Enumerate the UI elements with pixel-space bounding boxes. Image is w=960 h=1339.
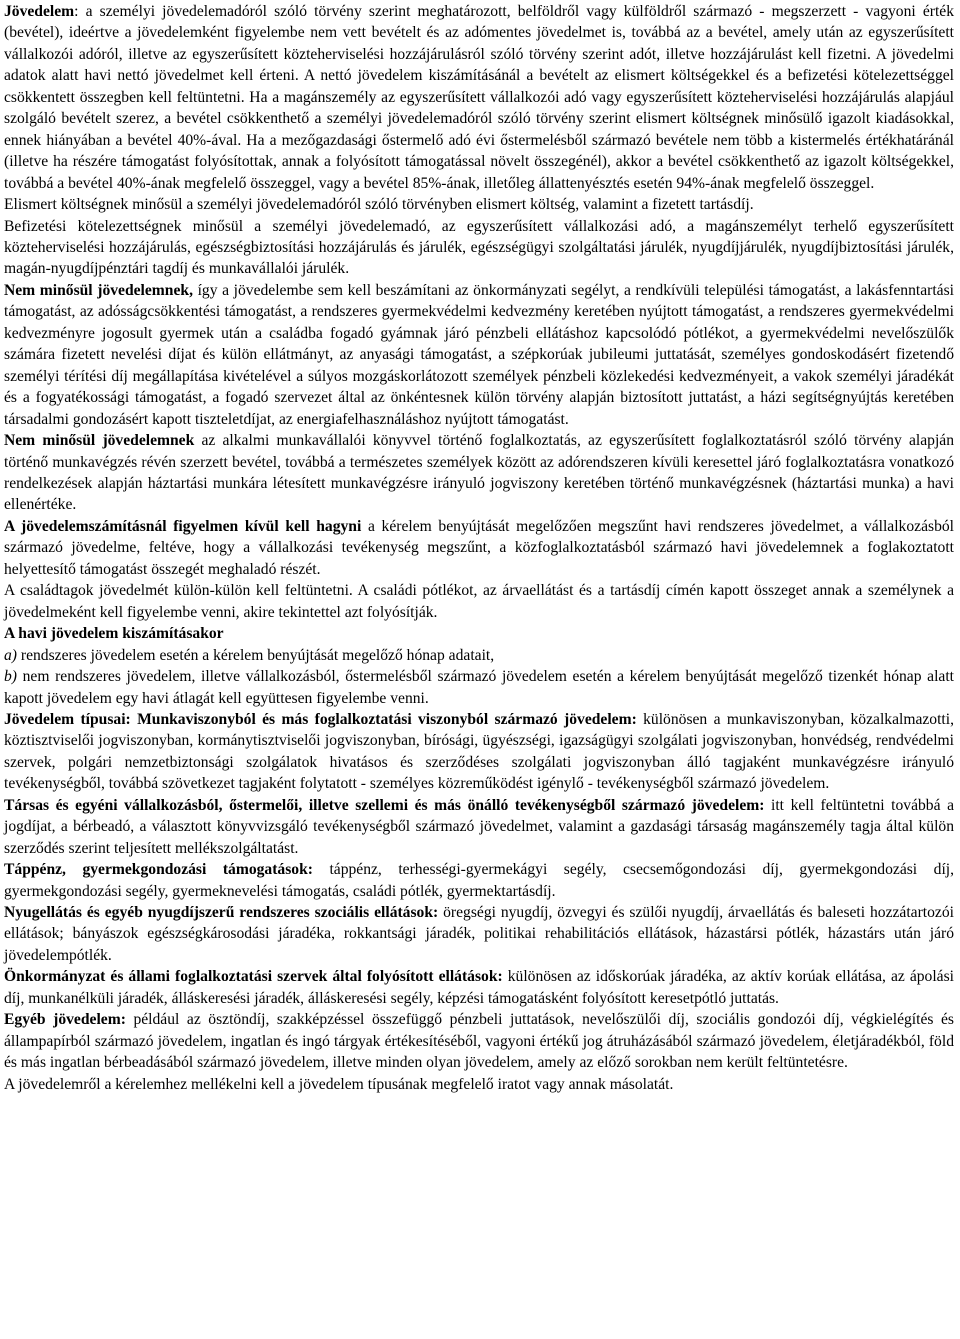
bold-term: Társas és egyéni vállalkozásból, őstermelői, illetve szellemi és más önálló tevékenységből származó jövedelem: — [4, 796, 765, 814]
paragraph-text: különösen az időskorúak járadéka, az aktív korúak ellátása, az ápolási díj, munkanélküli járadék, álláskeresési járadék, álláskeresési segély, képzési támogatásként folyósított keresetpótló juttatás. — [4, 968, 954, 1007]
list-marker: b) — [4, 668, 17, 686]
paragraph-text: A jövedelemről a kérelemhez mellékelni kell a jövedelem típusának megfelelő iratot vagy annak másolatát. — [4, 1075, 674, 1093]
paragraph — [4, 194, 954, 215]
paragraph-text: különösen a munkaviszonyban, közalkalmazotti, köztisztviselői jogviszonyban, kormánytisztviselői jogviszonyban, bírósági, ügyészségi, igazságügyi szolgálati jogviszonyban, honvédség, rendvédelmi szervek, polgári nemzetbiztonsági szolgálatok hivatásos és szerződéses szolgálati jogviszonyban álló tagjaként munkavégzésre irányuló tevékenységből, továbbá szövetkezet tagjaként folytatott - személyes közreműködést igénylő - tevékenységből származó jövedelem. — [4, 710, 954, 793]
paragraph-text: például az ösztöndíj, szakképzéssel összefüggő pénzbeli juttatások, nevelőszülői díj, szociális gondozói díj, végkielégítés és állampapírból származó jövedelem, ingatlan és ingó tárgyak értékesítéséből, vagyoni értékű jog átruházásából származó jövedelem, életjáradékból, föld és más ingatlan bérbeadásából származó jövedelem, illetve minden olyan jövedelem, amely az előző sorokban nem került feltüntetésre. — [4, 1011, 954, 1072]
paragraph-text: A családtagok jövedelmét külön-külön kell feltüntetni. A családi pótlékot, az árvaellátást és a tartásdíj címén kapott összeget annak a személynek a jövedelmeként kell figyelembe venni, akire tekintettel azt folyósítják. — [4, 582, 954, 621]
bold-term: Nem minősül jövedelemnek — [4, 432, 195, 450]
paragraph-text: táppénz, terhességi-gyermekágyi segély, csecsemőgondozási díj, gyermekgondozási díj, gyermekgondozási segély, gyermeknevelési támogatás, családi pótlék, gyermektartásdíj. — [4, 861, 955, 900]
paragraph-text: rendszeres jövedelem esetén a kérelem benyújtását megelőző hónap adatait, — [17, 646, 495, 664]
bold-term: Táppénz, gyermekgondozási támogatások: — [4, 861, 313, 879]
paragraph-text: az alkalmi munkavállalói könyvvel történő foglalkoztatás, az egyszerűsített foglalkoztatásról szóló törvény alapján történő munkavégzés révén szerzett bevétel, továbbá a természetes személyek között az adórendszeren kívüli keresettel járó foglalkoztatásra vonatkozó rendelkezések alapján háztartási munkára létesített munkavégzésre irányuló jogviszony keretében történő munkavégzésnek (háztartási munka) a havi ellenértéke. — [4, 432, 954, 514]
paragraph — [4, 859, 954, 902]
paragraph — [4, 666, 954, 709]
paragraph — [4, 709, 954, 795]
paragraph — [4, 902, 954, 966]
paragraph — [4, 430, 954, 516]
bold-term: Jövedelem — [4, 3, 75, 20]
bold-term: Önkormányzat és állami foglalkoztatási szervek által folyósított ellátások: — [4, 968, 503, 986]
paragraph — [4, 966, 954, 1009]
paragraph — [4, 795, 954, 859]
bold-term: Nyugellátás és egyéb nyugdíjszerű rendszeres szociális ellátások: — [4, 904, 439, 922]
paragraph-text: öregségi nyugdíj, özvegyi és szülői nyugdíj, árvaellátás és baleseti hozzátartozói ellátások; bányászok egészségkárosodási járadéka, rokkantsági járadék, politikai rehabilitációs ellátások, házastársi pótlék, házastárs után járó jövedelempótlék. — [4, 904, 954, 964]
bold-term: Egyéb jövedelem: — [4, 1011, 126, 1029]
paragraph — [4, 623, 954, 644]
list-marker: a) — [4, 646, 17, 664]
paragraph — [4, 1074, 954, 1095]
paragraph — [4, 216, 954, 280]
paragraph-text: a kérelem benyújtását megelőzően megszűnt havi rendszeres jövedelmet, a vállalkozásból származó jövedelme, feltéve, hogy a vállalkozási tevékenység megszűnt, a közfoglalkoztatásból származó havi jövedelemnek a foglakoztatott helyettesítő támogatást összegét meghaladó részét. — [4, 517, 954, 578]
paragraph-text: Elismert költségnek minősül a személyi jövedelemadóról szóló törvényben elismert költség, valamint a fizetett tartásdíj. — [4, 196, 754, 214]
paragraph — [4, 580, 954, 623]
bold-term: A havi jövedelem kiszámításakor — [4, 625, 224, 643]
paragraph — [4, 280, 954, 430]
paragraph — [4, 1009, 954, 1073]
paragraph-text: : a személyi jövedelemadóról szóló törvény szerint meghatározott, belföldről vagy külföldről származó - megszerzett - vagyoni érték (bevétel), ideértve a jövedelemként figyelembe nem vett bevételt és az adómentes jövedelmet is, továbbá az a bevétel, amely után az egyszerűsített vállalkozói adóról, illetve az egyszerűsített közteherviselési hozzájárulásról szóló törvény szerint adót, illetve hozzájárulást kell fizetni. A jövedelmi adatok alatt havi nettó jövedelmet kell érteni. A nettó jövedelem kiszámításánál a bevételt az elismert költségekkel és a befizetési kötelezettséggel csökkentett összegben kell feltüntetni. Ha a magánszemély az egyszerűsített vállalkozói adó vagy egyszerűsített közteherviselési hozzájárulás alapjául szolgáló bevételt szerez, a bevétel csökkenthető a személyi jövedelemadóról szóló törvény szerint elismert költségnek minősülő igazolt kiadásokkal, ennek hiányában a bevétel 40%-ával. Ha a mezőgazdasági őstermelő adó évi őstermelésből származó bevétele nem több a kistermelés értékhatáránál (illetve ha részére támogatást folyósítottak, annak a folyósított támogatással növelt összegénél), akkor a bevétel csökkenthető az igazolt költségekkel, továbbá a bevétel 40%-ának megfelelő összeggel, vagy a bevétel 85%-ának, illetőleg állattenyésztés esetén 94%-ának megfelelő összeggel. — [4, 3, 954, 192]
bold-term: Nem minősül jövedelemnek, — [4, 281, 193, 299]
bold-term: Jövedelem típusai: Munkaviszonyból és más foglalkoztatási viszonyból származó jövedelem: — [4, 710, 637, 728]
paragraph-text: így a jövedelembe sem kell beszámítani az önkormányzati segélyt, a rendkívüli települési támogatást, a lakásfenntartási támogatást, az adósságcsökkentési támogatást, a rendszeres gyermekvédelmi kedvezmény keretében nyújtott támogatást, a rendszeres gyermekvédelmi kedvezményre jogosult gyermek után a családba fogadó gyámnak járó pénzbeli ellátáshoz kapcsolódó pótlékot, a gyermekvédelmi nevelőszülők számára fizetett nevelési díjat és külön ellátmányt, az anyasági támogatást, a szépkorúak jubileumi juttatását, személyes gondoskodásért fizetendő személyi térítési díj megállapítása kivételével a súlyos mozgáskorlátozott személyek pénzbeli közlekedési kedvezményeit, a vakok személyi járadékát és a fogyatékossági támogatást, a fogadó szervezet által az önkéntesnek külön törvény alapján biztosított juttatást, a házi segítségnyújtás keretében társadalmi gondozásért kapott tiszteletdíjat, az energiafelhasználáshoz nyújtott támogatást. — [4, 281, 955, 428]
paragraph-text: itt kell feltüntetni továbbá a jogdíjat, a bérbeadó, a választott könyvvizsgáló tevékenységből származó jövedelmet, valamint a gazdasági társaság magánszemély tagja által külön szerződés szerint teljesített mellékszolgáltatást. — [4, 796, 955, 857]
paragraph-text: nem rendszeres jövedelem, illetve vállalkozásból, őstermelésből származó jövedelem esetén a kérelem benyújtását megelőző tizenkét hónap alatt kapott jövedelem egy havi átlagát kell együttesen figyelembe venni. — [4, 668, 954, 707]
paragraph — [4, 516, 954, 580]
paragraph — [4, 645, 954, 666]
paragraph — [4, 1, 954, 194]
bold-term: A jövedelemszámításnál figyelmen kívül kell hagyni — [4, 517, 362, 535]
paragraph-text: Befizetési kötelezettségnek minősül a személyi jövedelemadó, az egyszerűsített vállalkozási adó, a magánszemélyt terhelő egyszerűsített közteherviselési hozzájárulás, egészségbiztosítási hozzájárulás és járulék, egészségügyi szolgáltatási járulék, nyugdíjjárulék, nyugdíjbiztosítási járulék, magán-nyugdíjpénztári tagdíj és munkavállalói járulék. — [4, 217, 954, 278]
